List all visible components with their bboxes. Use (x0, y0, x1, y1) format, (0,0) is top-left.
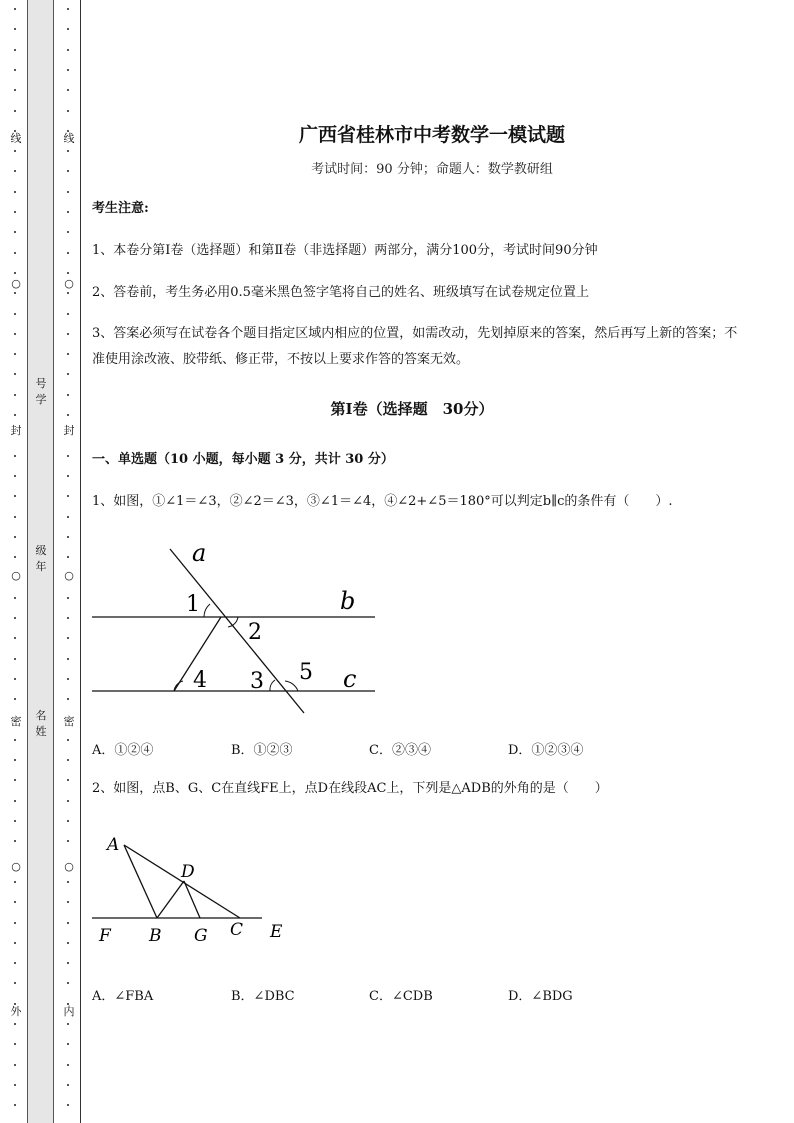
label-a: a (192, 539, 207, 567)
inner-label-circle: ○ (61, 569, 77, 582)
binding-dot (14, 516, 16, 518)
angle-5-arc (285, 681, 298, 691)
binding-dot (67, 394, 69, 396)
binding-dot (14, 1023, 16, 1025)
binding-dot (14, 8, 16, 10)
outer-label-line: 线 (8, 132, 24, 145)
name-label: 名姓 (35, 709, 47, 738)
binding-dot (14, 1084, 16, 1086)
binding-dot (14, 1043, 16, 1045)
binding-dot (14, 597, 16, 599)
question-2-figure (92, 828, 312, 950)
outer-label-seal: 封 (8, 424, 24, 437)
binding-dot (67, 678, 69, 680)
binding-dot (67, 373, 69, 375)
notice-heading: 考生注意: (92, 201, 149, 216)
binding-dot (14, 394, 16, 396)
binding-dot (67, 8, 69, 10)
binding-dot (67, 942, 69, 944)
binding-dot (67, 150, 69, 152)
binding-dot (67, 252, 69, 254)
binding-dot (14, 69, 16, 71)
binding-dot (67, 800, 69, 802)
binding-dot (67, 982, 69, 984)
binding-dot (67, 475, 69, 477)
inner-label-secret: 密 (61, 715, 77, 728)
binding-dot (67, 536, 69, 538)
question-2-option-d[interactable]: D．∠BDG (508, 989, 573, 1004)
binding-dot (67, 840, 69, 842)
binding-dot (67, 231, 69, 233)
binding-dot (14, 942, 16, 944)
binding-dot (67, 495, 69, 497)
binding-dot (14, 922, 16, 924)
question-1-option-b[interactable]: B．①②③ (231, 743, 293, 758)
label-point-f: F (99, 926, 111, 946)
binding-dot (67, 1043, 69, 1045)
binding-dot (67, 516, 69, 518)
outer-label-outside: 外 (8, 1005, 24, 1018)
binding-dot (14, 556, 16, 558)
binding-dot (67, 110, 69, 112)
binding-dot (14, 333, 16, 335)
binding-dot (14, 637, 16, 639)
binding-dot (14, 1064, 16, 1066)
inner-label-seal: 封 (61, 424, 77, 437)
question-1-option-a[interactable]: A．①②④ (92, 743, 154, 758)
line-a (170, 549, 304, 713)
section-title: 第Ⅰ卷（选择题 30分） (330, 400, 494, 418)
binding-dot (14, 779, 16, 781)
label-point-g: G (194, 926, 208, 946)
binding-dot (14, 28, 16, 30)
binding-dot (14, 89, 16, 91)
inner-label-circle: ○ (61, 277, 77, 290)
binding-dot (67, 739, 69, 741)
inner-label-line: 线 (61, 132, 77, 145)
binding-dot (67, 881, 69, 883)
binding-dot (67, 28, 69, 30)
label-point-d: D (181, 862, 195, 882)
label-angle-4: 4 (193, 668, 207, 693)
binding-dot (14, 49, 16, 51)
binding-dot (14, 759, 16, 761)
question-1-stem: 1、如图，①∠1＝∠3，②∠2＝∠3，③∠1＝∠4，④∠2+∠5＝180°可以判定b∥c的条件有（ ）. (92, 494, 673, 509)
binding-dot (14, 881, 16, 883)
outer-binding-dots (10, 0, 22, 1123)
inner-binding-dots (63, 0, 75, 1123)
binding-dot (14, 698, 16, 700)
margin-rule (80, 0, 81, 1123)
binding-dot (14, 739, 16, 741)
binding-dot (67, 414, 69, 416)
label-c: c (343, 665, 357, 693)
binding-dot (14, 536, 16, 538)
binding-dot (14, 982, 16, 984)
binding-dot (67, 49, 69, 51)
binding-dot (67, 313, 69, 315)
question-2-stem: 2、如图，点B、G、C在直线FE上，点D在线段AC上，下列是△ADB的外角的是（ ） (92, 781, 608, 796)
binding-dot (67, 698, 69, 700)
binding-dot (14, 658, 16, 660)
binding-dot (14, 292, 16, 294)
binding-dot (14, 170, 16, 172)
angle-1-arc (204, 604, 210, 617)
binding-dot (14, 414, 16, 416)
label-angle-3: 3 (250, 669, 264, 694)
label-point-b: B (149, 926, 162, 946)
binding-dot (14, 150, 16, 152)
binding-dot (67, 637, 69, 639)
question-1-option-d[interactable]: D．①②③④ (508, 743, 584, 758)
label-point-e: E (270, 922, 283, 942)
inner-label-circle: ○ (61, 860, 77, 873)
binding-dot (67, 292, 69, 294)
label-point-c: C (230, 920, 244, 940)
binding-dot (67, 1084, 69, 1086)
binding-dot (67, 211, 69, 213)
binding-dot (14, 901, 16, 903)
question-1-figure (92, 535, 392, 720)
segment-dg (184, 881, 200, 918)
outer-label-circle: ○ (8, 860, 24, 873)
part-title: 一、单选题（10 小题，每小题 3 分，共计 30 分） (92, 452, 394, 467)
binding-dot (67, 272, 69, 274)
question-2-option-b[interactable]: B．∠DBC (231, 989, 295, 1004)
binding-dot (67, 170, 69, 172)
binding-dot (14, 110, 16, 112)
angle-3-arc (270, 680, 275, 691)
binding-dot (67, 901, 69, 903)
label-point-a: A (107, 835, 120, 855)
binding-dot (14, 678, 16, 680)
binding-dot (67, 658, 69, 660)
binding-dot (14, 313, 16, 315)
binding-dot (14, 475, 16, 477)
page-title: 广西省桂林市中考数学一模试题 (298, 124, 565, 146)
binding-dot (67, 779, 69, 781)
student-info-strip (27, 0, 54, 1123)
binding-dot (14, 1104, 16, 1106)
binding-dot (14, 820, 16, 822)
binding-dot (67, 556, 69, 558)
inner-label-inside: 内 (61, 1005, 77, 1018)
label-angle-1: 1 (186, 592, 200, 617)
binding-dot (14, 231, 16, 233)
binding-dot (14, 840, 16, 842)
label-angle-2: 2 (248, 620, 262, 645)
label-angle-5: 5 (299, 660, 313, 685)
binding-dot (14, 455, 16, 457)
binding-dot (67, 1023, 69, 1025)
binding-dot (14, 252, 16, 254)
binding-dot (67, 617, 69, 619)
student-number-label: 号学 (35, 377, 47, 406)
binding-dot (14, 272, 16, 274)
notice-item: 1、本卷分第Ⅰ卷（选择题）和第Ⅱ卷（非选择题）两部分，满分100分，考试时间90分钟 (92, 243, 598, 258)
notice-item: 3、答案必须写在试卷各个题目指定区域内相应的位置，如需改动，先划掉原来的答案，然后再写上新的答案；不准使用涂改液、胶带纸、修正带，不按以上要求作答的答案无效。 (92, 326, 738, 367)
segment-db (157, 881, 184, 918)
binding-dot (14, 495, 16, 497)
binding-dot (67, 333, 69, 335)
outer-label-circle: ○ (8, 277, 24, 290)
grade-label: 级年 (35, 544, 47, 573)
binding-dot (67, 191, 69, 193)
label-b: b (340, 587, 356, 615)
question-2-option-c[interactable]: C．∠CDB (369, 989, 433, 1004)
binding-dot (14, 191, 16, 193)
binding-dot (67, 1064, 69, 1066)
binding-dot (67, 455, 69, 457)
exam-subtitle: 考试时间：90 分钟；命题人：数学教研组 (311, 162, 553, 177)
outer-label-circle: ○ (8, 569, 24, 582)
binding-dot (67, 922, 69, 924)
binding-dot (67, 69, 69, 71)
outer-label-secret: 密 (8, 715, 24, 728)
binding-dot (67, 962, 69, 964)
binding-dot (14, 373, 16, 375)
binding-dot (67, 89, 69, 91)
binding-dot (14, 617, 16, 619)
notice-item: 2、答卷前，考生务必用0.5毫米黑色签字笔将自己的姓名、班级填写在试卷规定位置上 (92, 285, 589, 300)
question-2-option-a[interactable]: A．∠FBA (92, 989, 154, 1004)
binding-dot (67, 1104, 69, 1106)
binding-dot (14, 353, 16, 355)
binding-dot (14, 800, 16, 802)
binding-dot (67, 820, 69, 822)
binding-dot (14, 962, 16, 964)
question-1-option-c[interactable]: C．②③④ (369, 743, 431, 758)
binding-dot (67, 759, 69, 761)
binding-dot (67, 597, 69, 599)
binding-dot (67, 353, 69, 355)
binding-dot (14, 211, 16, 213)
